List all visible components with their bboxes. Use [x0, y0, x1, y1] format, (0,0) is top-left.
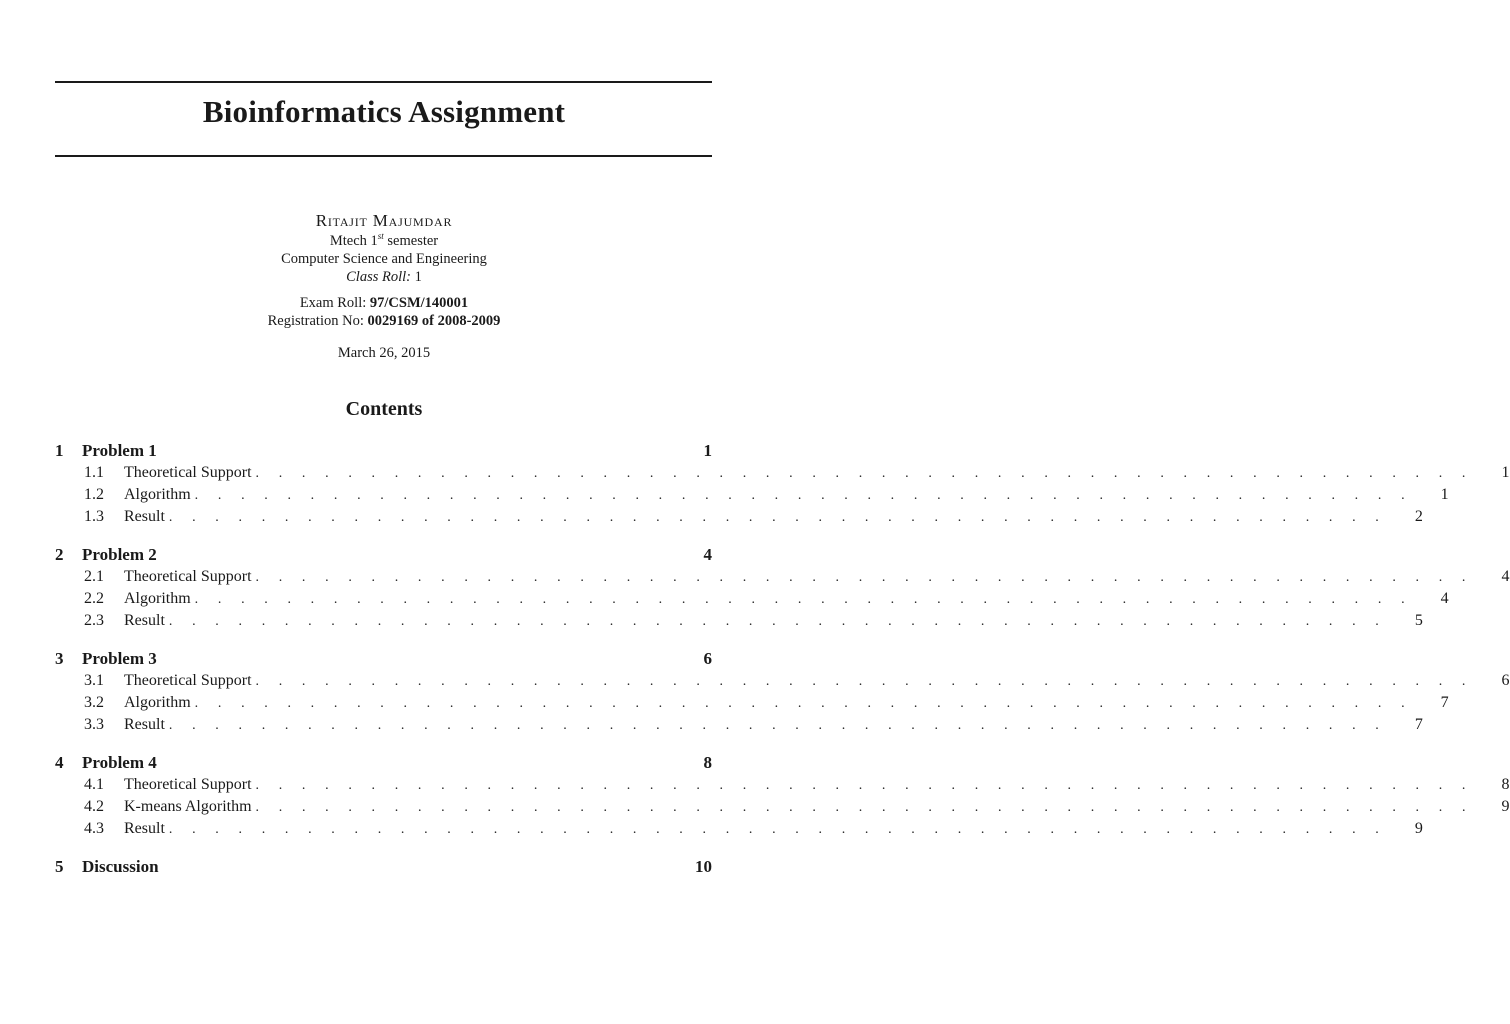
exam-roll-value: 97/CSM/140001	[369, 295, 469, 311]
toc-section-page: 1	[703, 441, 712, 460]
contents-heading: Contents	[345, 398, 423, 420]
toc-leader-dots: . . . . . . . . . . . . . . . . . . . . . . . . . . . . . . . . . . . . . . . . . . . . . . . . . . . . .	[168, 614, 1387, 629]
toc-leader-dots: . . . . . . . . . . . . . . . . . . . . . . . . . . . . . . . . . . . . . . . . . . . . . . . . . . . . .	[168, 510, 1387, 525]
toc-section	[55, 544, 1510, 632]
class-roll-value: 1	[410, 269, 422, 285]
toc-subsection-title: Result	[124, 610, 169, 632]
author-program	[0, 232, 768, 250]
toc-subsection-entry[interactable]	[55, 670, 1510, 692]
toc-subsection-title: K-means Algorithm	[124, 796, 256, 818]
toc-section-page: 10	[695, 857, 712, 876]
toc-section	[55, 856, 712, 878]
toc-subsection-entry[interactable]	[55, 462, 1510, 484]
toc-section-entry[interactable]	[55, 544, 712, 566]
toc-section-title: Problem 1	[82, 440, 161, 462]
toc-leader-dots: . . . . . . . . . . . . . . . . . . . . . . . . . . . . . . . . . . . . . . . . . . . . . . . . . . . . .	[194, 592, 1413, 607]
toc-section-entry[interactable]	[55, 648, 712, 670]
toc-section-entry[interactable]	[55, 752, 712, 774]
exam-roll-label: Exam Roll:	[299, 295, 370, 311]
author-program-prefix: Mtech 1	[329, 233, 378, 249]
toc-subsection-page: 1	[1440, 486, 1449, 503]
registration-label: Registration No:	[267, 313, 368, 329]
toc-subsection-page: 4	[1440, 590, 1449, 607]
table-of-contents	[55, 440, 1510, 894]
toc-subsection-page: 5	[1414, 612, 1423, 629]
author-department: Computer Science and Engineering	[281, 251, 487, 267]
toc-subsection-page: 9	[1501, 798, 1510, 815]
toc-subsection-entry[interactable]	[55, 484, 1449, 506]
toc-section-page: 6	[703, 649, 712, 668]
toc-section-title: Discussion	[82, 856, 163, 878]
author-name: Ritajit Majumdar	[315, 211, 453, 230]
toc-leader-dots: . . . . . . . . . . . . . . . . . . . . . . . . . . . . . . . . . . . . . . . . . . . . . . . . . . . . .	[194, 488, 1413, 503]
toc-section	[55, 648, 1510, 736]
toc-leader-dots: . . . . . . . . . . . . . . . . . . . . . . . . . . . . . . . . . . . . . . . . . . . . . . . . . . . . .	[255, 570, 1474, 585]
toc-subsection-number: 4.1	[84, 776, 104, 793]
toc-subsection-page: 9	[1414, 820, 1423, 837]
document-date: March 26, 2015	[337, 345, 431, 361]
toc-leader-dots: . . . . . . . . . . . . . . . . . . . . . . . . . . . . . . . . . . . . . . . . . . . . . . . . . . . . .	[168, 718, 1387, 733]
toc-subsection-title: Algorithm	[124, 692, 195, 714]
toc-leader-dots: . . . . . . . . . . . . . . . . . . . . . . . . . . . . . . . . . . . . . . . . . . . . . . . . . . . . .	[255, 674, 1474, 689]
toc-section-entry[interactable]	[55, 440, 712, 462]
toc-subsection-title: Result	[124, 818, 169, 840]
toc-subsection-title: Algorithm	[124, 588, 195, 610]
toc-subsection-number: 1.1	[84, 464, 104, 481]
author-class-roll	[0, 268, 768, 286]
author-exam-roll	[0, 294, 768, 312]
toc-subsection-number: 1.3	[84, 508, 104, 525]
toc-subsection-title: Theoretical Support	[124, 566, 256, 588]
toc-subsection-entry[interactable]	[55, 714, 1423, 736]
toc-subsection-entry[interactable]	[55, 610, 1423, 632]
toc-subsection-entry[interactable]	[55, 774, 1510, 796]
toc-subsection-page: 7	[1440, 694, 1449, 711]
author-block	[0, 210, 768, 362]
registration-value: 0029169 of 2008-2009	[367, 313, 501, 329]
toc-section	[55, 752, 1510, 840]
toc-subsection-title: Theoretical Support	[124, 670, 256, 692]
toc-subsection-number: 2.1	[84, 568, 104, 585]
toc-subsection-number: 3.1	[84, 672, 104, 689]
toc-section-number: 5	[55, 857, 64, 876]
toc-section-title: Problem 3	[82, 648, 161, 670]
toc-section-page: 4	[703, 545, 712, 564]
toc-subsection-page: 1	[1501, 464, 1510, 481]
toc-subsection-page: 8	[1501, 776, 1510, 793]
toc-section-number: 3	[55, 649, 64, 668]
toc-subsection-number: 1.2	[84, 486, 104, 503]
toc-section-title: Problem 2	[82, 544, 161, 566]
toc-section-number: 1	[55, 441, 64, 460]
toc-subsection-number: 4.2	[84, 798, 104, 815]
toc-section-entry[interactable]	[55, 856, 712, 878]
toc-section-number: 2	[55, 545, 64, 564]
toc-subsection-entry[interactable]	[55, 796, 1510, 818]
class-roll-label: Class Roll:	[346, 269, 411, 285]
toc-leader-dots: . . . . . . . . . . . . . . . . . . . . . . . . . . . . . . . . . . . . . . . . . . . . . . . . . . . . .	[255, 778, 1474, 793]
toc-subsection-number: 3.3	[84, 716, 104, 733]
toc-subsection-entry[interactable]	[55, 692, 1449, 714]
toc-leader-dots: . . . . . . . . . . . . . . . . . . . . . . . . . . . . . . . . . . . . . . . . . . . . . . . . . . . . .	[168, 822, 1387, 837]
toc-subsection-title: Algorithm	[124, 484, 195, 506]
toc-section-number: 4	[55, 753, 64, 772]
toc-subsection-number: 2.2	[84, 590, 104, 607]
toc-leader-dots: . . . . . . . . . . . . . . . . . . . . . . . . . . . . . . . . . . . . . . . . . . . . . . . . . . . . .	[255, 466, 1474, 481]
title-rule-top	[55, 81, 712, 83]
toc-subsection-title: Theoretical Support	[124, 462, 256, 484]
toc-leader-dots: . . . . . . . . . . . . . . . . . . . . . . . . . . . . . . . . . . . . . . . . . . . . . . . . . . . . .	[255, 800, 1474, 815]
author-program-sup: st	[377, 231, 384, 242]
toc-section	[55, 440, 1510, 528]
toc-subsection-number: 3.2	[84, 694, 104, 711]
toc-subsection-entry[interactable]	[55, 588, 1449, 610]
toc-subsection-title: Theoretical Support	[124, 774, 256, 796]
toc-subsection-number: 4.3	[84, 820, 104, 837]
toc-subsection-page: 6	[1501, 672, 1510, 689]
author-registration	[0, 312, 768, 330]
author-program-suffix: semester	[383, 233, 439, 249]
toc-leader-dots: . . . . . . . . . . . . . . . . . . . . . . . . . . . . . . . . . . . . . . . . . . . . . . . . . . . . .	[194, 696, 1413, 711]
toc-subsection-entry[interactable]	[55, 506, 1423, 528]
toc-subsection-entry[interactable]	[55, 566, 1510, 588]
title-rule-bottom	[55, 155, 712, 157]
toc-subsection-title: Result	[124, 506, 169, 528]
toc-subsection-page: 2	[1414, 508, 1423, 525]
document-title: Bioinformatics Assignment	[202, 94, 566, 129]
toc-subsection-page: 4	[1501, 568, 1510, 585]
toc-subsection-title: Result	[124, 714, 169, 736]
toc-subsection-number: 2.3	[84, 612, 104, 629]
toc-subsection-page: 7	[1414, 716, 1423, 733]
toc-section-page: 8	[703, 753, 712, 772]
toc-section-title: Problem 4	[82, 752, 161, 774]
toc-subsection-entry[interactable]	[55, 818, 1423, 840]
